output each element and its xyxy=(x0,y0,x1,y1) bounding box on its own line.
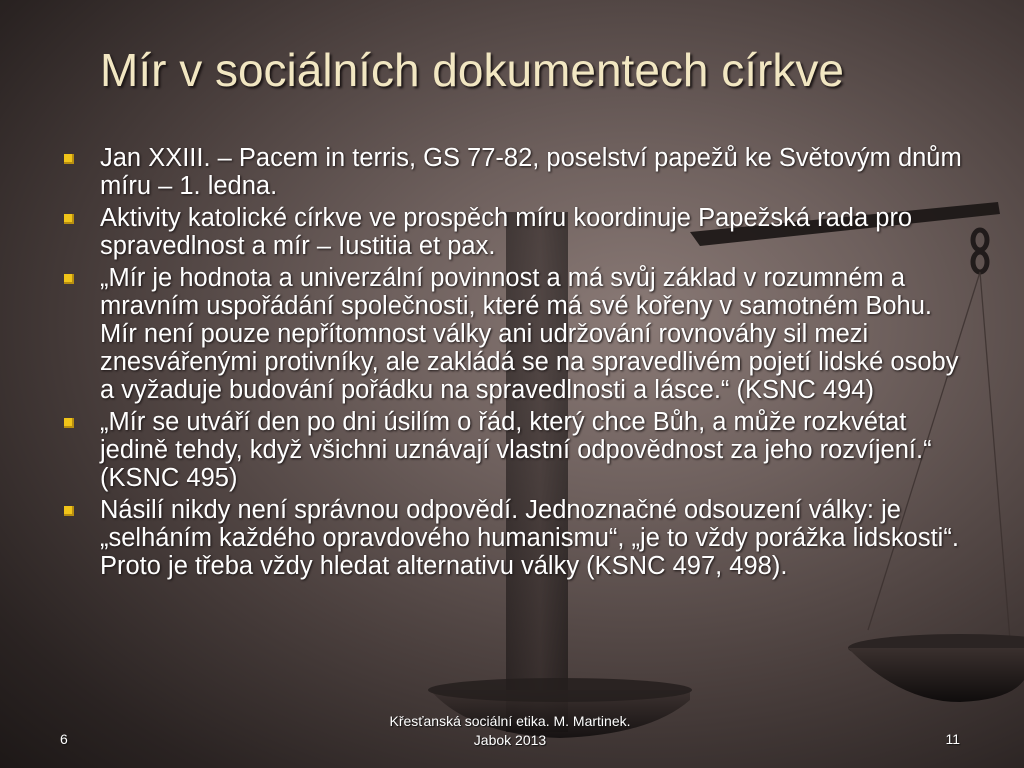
bullet-text: Jan XXIII. – Pacem in terris, GS 77-82, poselství papežů ke Světovým dnům míru – 1. ledna. xyxy=(100,144,962,200)
square-bullet-icon xyxy=(64,214,74,224)
square-bullet-icon xyxy=(64,506,74,516)
bullet-text: „Mír je hodnota a univerzální povinnost a má svůj základ v rozumném a mravním uspořádání společnosti, které má své kořeny v samotném Bohu. Mír není pouze nepřítomnost války ani udržování rovnováhy sil mezi znesvářenými protivníky, ale zakládá se na spravedlivém pojetí lidské osoby a vyžaduje budování pořádku na spravedlnosti a lásce.“ (KSNC 494) xyxy=(100,264,959,404)
list-item xyxy=(62,264,962,404)
footer-course: Křesťanská sociální etika. M. Martinek. xyxy=(389,713,631,729)
square-bullet-icon xyxy=(64,154,74,164)
footer-institution: Jabok 2013 xyxy=(473,732,547,748)
footer-center xyxy=(360,712,660,750)
slide-number: 11 xyxy=(945,731,960,747)
list-item xyxy=(62,144,962,200)
square-bullet-icon xyxy=(64,418,74,428)
footer-left-number: 6 xyxy=(60,731,68,747)
list-item xyxy=(62,408,962,492)
bullet-text: Násilí nikdy není správnou odpovědí. Jednoznačné odsouzení války: je „selháním každého opravdového humanismu“, „je to vždy porážka lidskosti“. Proto je třeba vždy hledat alternativu války (KSNC 497, 498). xyxy=(100,496,959,580)
bullet-text: „Mír se utváří den po dni úsilím o řád, který chce Bůh, a může rozkvétat jedině tehdy, když všichni uznávají vlastní odpovědnost za jeho rozvíjení.“ (KSNC 495) xyxy=(100,408,932,492)
bullet-list xyxy=(62,144,962,584)
bullet-text: Aktivity katolické církve ve prospěch míru koordinuje Papežská rada pro spravedlnost a mír – Iustitia et pax. xyxy=(100,204,913,260)
square-bullet-icon xyxy=(64,274,74,284)
slide-title: Mír v sociálních dokumentech církve xyxy=(100,44,844,96)
list-item xyxy=(62,496,962,580)
list-item xyxy=(62,204,962,260)
